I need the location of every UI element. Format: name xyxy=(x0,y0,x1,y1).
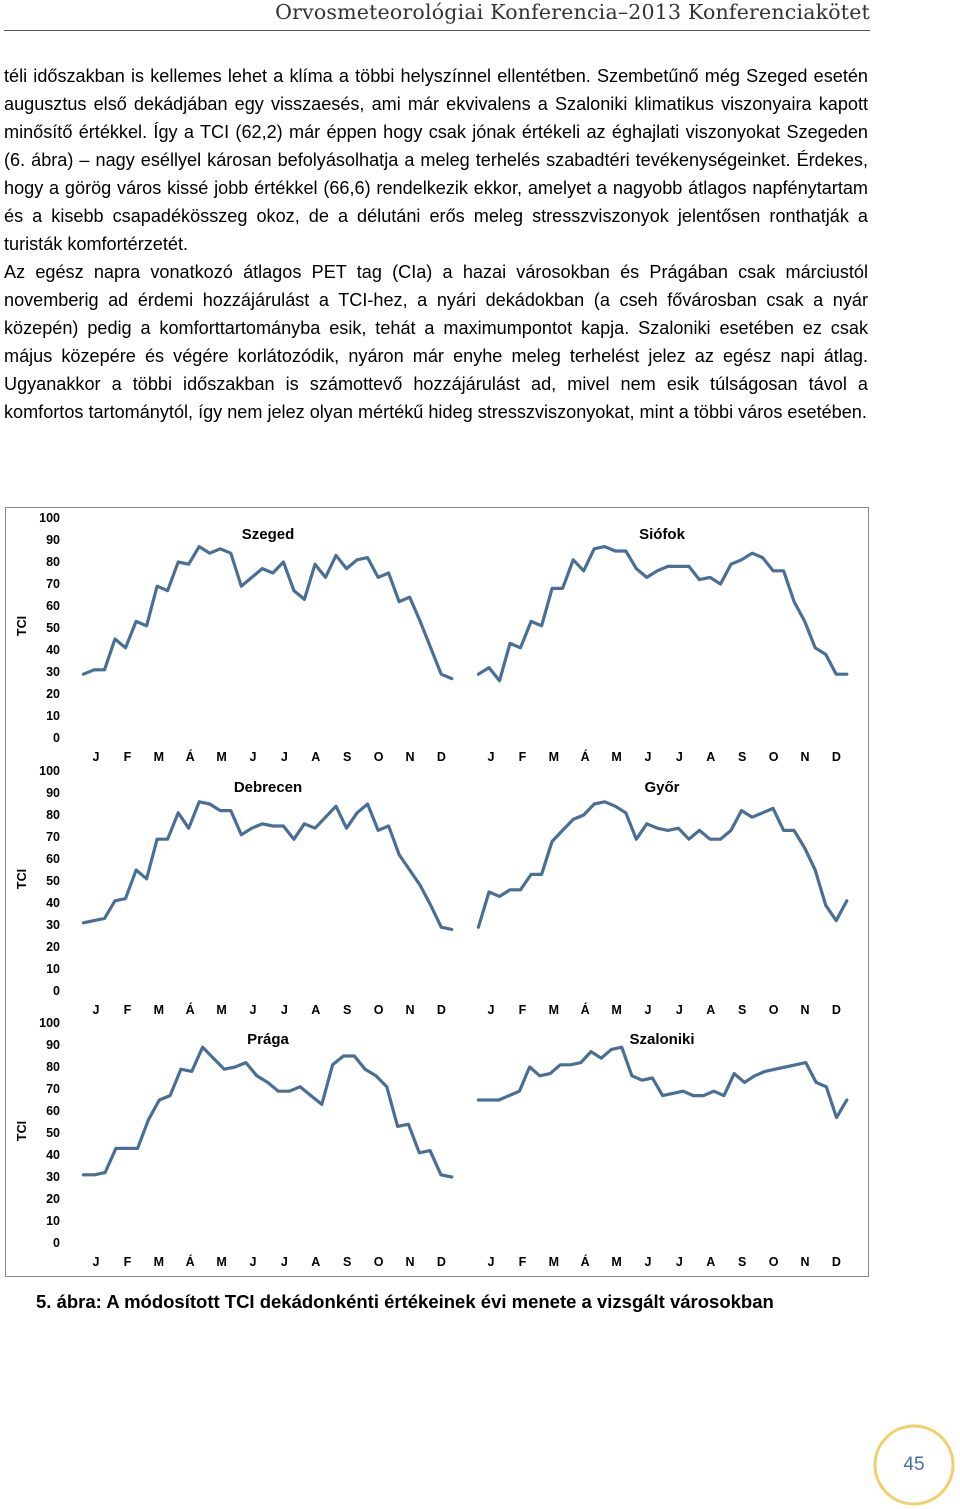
x-tick-label: O xyxy=(768,1003,779,1017)
y-tick-label: 10 xyxy=(46,1214,60,1228)
x-tick-label: A xyxy=(706,1003,716,1017)
x-tick-label: J xyxy=(249,1255,257,1269)
x-tick-label: J xyxy=(92,1003,100,1017)
x-tick-label: Á xyxy=(580,1003,590,1017)
x-tick-label: S xyxy=(738,1255,747,1269)
x-tick-label: Á xyxy=(185,1255,195,1269)
y-tick-label: 90 xyxy=(46,1038,60,1052)
x-tick-label: J xyxy=(644,1255,652,1269)
x-tick-label: J xyxy=(487,1255,495,1269)
figure-caption: 5. ábra: A módosított TCI dekádonkénti értékeinek évi menete a vizsgált városokban xyxy=(36,1291,774,1312)
x-tick-label: M xyxy=(216,750,227,764)
x-tick-label: F xyxy=(123,1003,132,1017)
tci-series-line xyxy=(478,1047,846,1117)
x-tick-label: M xyxy=(153,1003,165,1017)
x-tick-label: N xyxy=(405,1255,415,1269)
header-rule xyxy=(4,30,870,31)
body-text xyxy=(4,62,868,426)
x-tick-label: D xyxy=(831,1255,841,1269)
x-tick-label: M xyxy=(153,1255,165,1269)
x-tick-label: J xyxy=(644,1003,652,1017)
y-tick-label: 70 xyxy=(46,1082,60,1096)
y-tick-label: 0 xyxy=(53,984,60,998)
x-tick-label: M xyxy=(153,750,165,764)
x-tick-label: J xyxy=(92,750,100,764)
x-tick-label: M xyxy=(611,1255,622,1269)
y-tick-label: 60 xyxy=(46,1104,60,1118)
y-tick-label: 30 xyxy=(46,665,60,679)
y-tick-label: 100 xyxy=(39,511,60,525)
x-tick-label: J xyxy=(644,750,652,764)
y-tick-label: 40 xyxy=(46,896,60,910)
chart-title: Győr xyxy=(644,779,680,796)
paragraph-1: téli időszakban is kellemes lehet a klíma a többi helyszínnel ellentétben. Szembetűnő még Szeged esetén augusztus első dekádjában egy visszaesés, ami már ekvivalens a Szaloniki klimatikus viszonyaira kapott minősítő értékkel. Így a TCI (62,2) már éppen hogy csak jónak értékeli az éghajlati viszonyokat Szegeden (6. ábra) – nagy eséllyel károsan befolyásolhatja a meleg terhelés szabadtéri tevékenységeinket. Érdekes, hogy a görög város kissé jobb értékkel (66,6) rendelkezik ekkor, amelyet a nagyobb átlagos napfénytartam és a kisebb csapadékösszeg okoz, de a délutáni erős meleg stresszviszonyok jelentősen ronthatják a turisták komfortérzetét. xyxy=(4,66,868,254)
page-badge xyxy=(872,1423,956,1507)
y-tick-label: 50 xyxy=(46,874,60,888)
x-tick-label: D xyxy=(436,1003,446,1017)
x-tick-label: S xyxy=(738,1003,747,1017)
y-tick-label: 60 xyxy=(46,599,60,613)
y-tick-label: 80 xyxy=(46,555,60,569)
tci-series-line xyxy=(83,1047,451,1177)
y-tick-label: 50 xyxy=(46,1126,60,1140)
y-tick-label: 100 xyxy=(39,764,60,778)
y-tick-label: 30 xyxy=(46,918,60,932)
y-axis-label: TCI xyxy=(15,1120,29,1142)
x-tick-label: M xyxy=(548,750,560,764)
chart-title: Szaloniki xyxy=(629,1031,695,1048)
x-tick-label: Á xyxy=(580,1255,590,1269)
tci-series-line xyxy=(478,547,846,681)
y-tick-label: 10 xyxy=(46,962,60,976)
x-tick-label: M xyxy=(548,1003,560,1017)
x-tick-label: O xyxy=(768,1255,779,1269)
x-tick-label: M xyxy=(216,1003,227,1017)
tci-figure xyxy=(5,507,869,1277)
x-tick-label: M xyxy=(216,1255,227,1269)
x-tick-label: J xyxy=(280,1255,288,1269)
x-tick-label: S xyxy=(343,1003,352,1017)
y-tick-label: 20 xyxy=(46,687,60,701)
x-tick-label: O xyxy=(373,1003,384,1017)
x-tick-label: O xyxy=(768,750,779,764)
y-tick-label: 60 xyxy=(46,852,60,866)
x-tick-label: F xyxy=(518,1003,527,1017)
x-tick-label: A xyxy=(311,1255,321,1269)
y-tick-label: 30 xyxy=(46,1170,60,1184)
y-tick-label: 50 xyxy=(46,621,60,635)
x-tick-label: D xyxy=(831,1003,841,1017)
x-tick-label: J xyxy=(249,1003,257,1017)
x-tick-label: J xyxy=(675,750,683,764)
y-tick-label: 70 xyxy=(46,577,60,591)
x-tick-label: J xyxy=(487,750,495,764)
x-tick-label: Á xyxy=(185,750,195,764)
tci-series-line xyxy=(478,802,846,927)
x-tick-label: D xyxy=(436,1255,446,1269)
x-tick-label: O xyxy=(373,1255,384,1269)
x-tick-label: J xyxy=(280,1003,288,1017)
y-tick-label: 80 xyxy=(46,808,60,822)
x-tick-label: J xyxy=(487,1003,495,1017)
x-tick-label: N xyxy=(800,1003,810,1017)
y-tick-label: 20 xyxy=(46,1192,60,1206)
x-tick-label: Á xyxy=(580,750,590,764)
y-tick-label: 10 xyxy=(46,709,60,723)
chart-title: Szeged xyxy=(241,526,295,543)
x-tick-label: N xyxy=(800,1255,810,1269)
x-tick-label: J xyxy=(92,1255,100,1269)
x-tick-label: J xyxy=(675,1255,683,1269)
x-tick-label: S xyxy=(343,1255,352,1269)
x-tick-label: F xyxy=(518,1255,527,1269)
x-tick-label: A xyxy=(311,1003,321,1017)
page-number: 45 xyxy=(903,1454,925,1475)
x-tick-label: N xyxy=(405,750,415,764)
y-tick-label: 0 xyxy=(53,731,60,745)
y-tick-label: 70 xyxy=(46,830,60,844)
tci-chart-grid xyxy=(6,508,870,1278)
x-tick-label: D xyxy=(831,750,841,764)
x-tick-label: F xyxy=(123,1255,132,1269)
y-axis-label: TCI xyxy=(15,868,29,890)
y-tick-label: 40 xyxy=(46,1148,60,1162)
y-tick-label: 20 xyxy=(46,940,60,954)
x-tick-label: J xyxy=(280,750,288,764)
y-tick-label: 40 xyxy=(46,643,60,657)
x-tick-label: A xyxy=(706,750,716,764)
paragraph-2: Az egész napra vonatkozó átlagos PET tag (CIa) a hazai városokban és Prágában csak márciustól novemberig ad érdemi hozzájárulást a TCI-hez, a nyári dekádokban (a cseh fővárosban csak a nyár közepén) pedig a komforttartományba esik, tehát a maximumpontot kapja. Szaloniki esetében ez csak május közepére és végére korlátozódik, nyáron már enyhe meleg terhelést jelez az egész napi átlag. Ugyanakkor a többi időszakban is számottevő hozzájárulást ad, mivel nem esik túlságosan távol a komfortos tartománytól, így nem jelez olyan mértékű hideg stresszviszonyokat, mint a többi város esetében. xyxy=(4,262,868,422)
y-axis-label: TCI xyxy=(15,615,29,637)
y-tick-label: 0 xyxy=(53,1236,60,1250)
x-tick-label: O xyxy=(373,750,384,764)
tci-series-line xyxy=(83,547,451,679)
x-tick-label: M xyxy=(611,1003,622,1017)
x-tick-label: N xyxy=(405,1003,415,1017)
x-tick-label: A xyxy=(706,1255,716,1269)
x-tick-label: J xyxy=(675,1003,683,1017)
tci-series-line xyxy=(83,802,451,930)
x-tick-label: S xyxy=(343,750,352,764)
y-tick-label: 80 xyxy=(46,1060,60,1074)
chart-title: Siófok xyxy=(639,526,685,543)
x-tick-label: A xyxy=(311,750,321,764)
x-tick-label: Á xyxy=(185,1003,195,1017)
x-tick-label: M xyxy=(548,1255,560,1269)
y-tick-label: 90 xyxy=(46,533,60,547)
x-tick-label: F xyxy=(123,750,132,764)
x-tick-label: D xyxy=(436,750,446,764)
running-header: Orvosmeteorológiai Konferencia–2013 Konferenciakötet xyxy=(275,0,870,24)
y-tick-label: 90 xyxy=(46,786,60,800)
x-tick-label: N xyxy=(800,750,810,764)
x-tick-label: M xyxy=(611,750,622,764)
chart-title: Debrecen xyxy=(233,779,303,796)
chart-title: Prága xyxy=(247,1031,289,1048)
x-tick-label: F xyxy=(518,750,527,764)
y-tick-label: 100 xyxy=(39,1016,60,1030)
x-tick-label: S xyxy=(738,750,747,764)
x-tick-label: J xyxy=(249,750,257,764)
